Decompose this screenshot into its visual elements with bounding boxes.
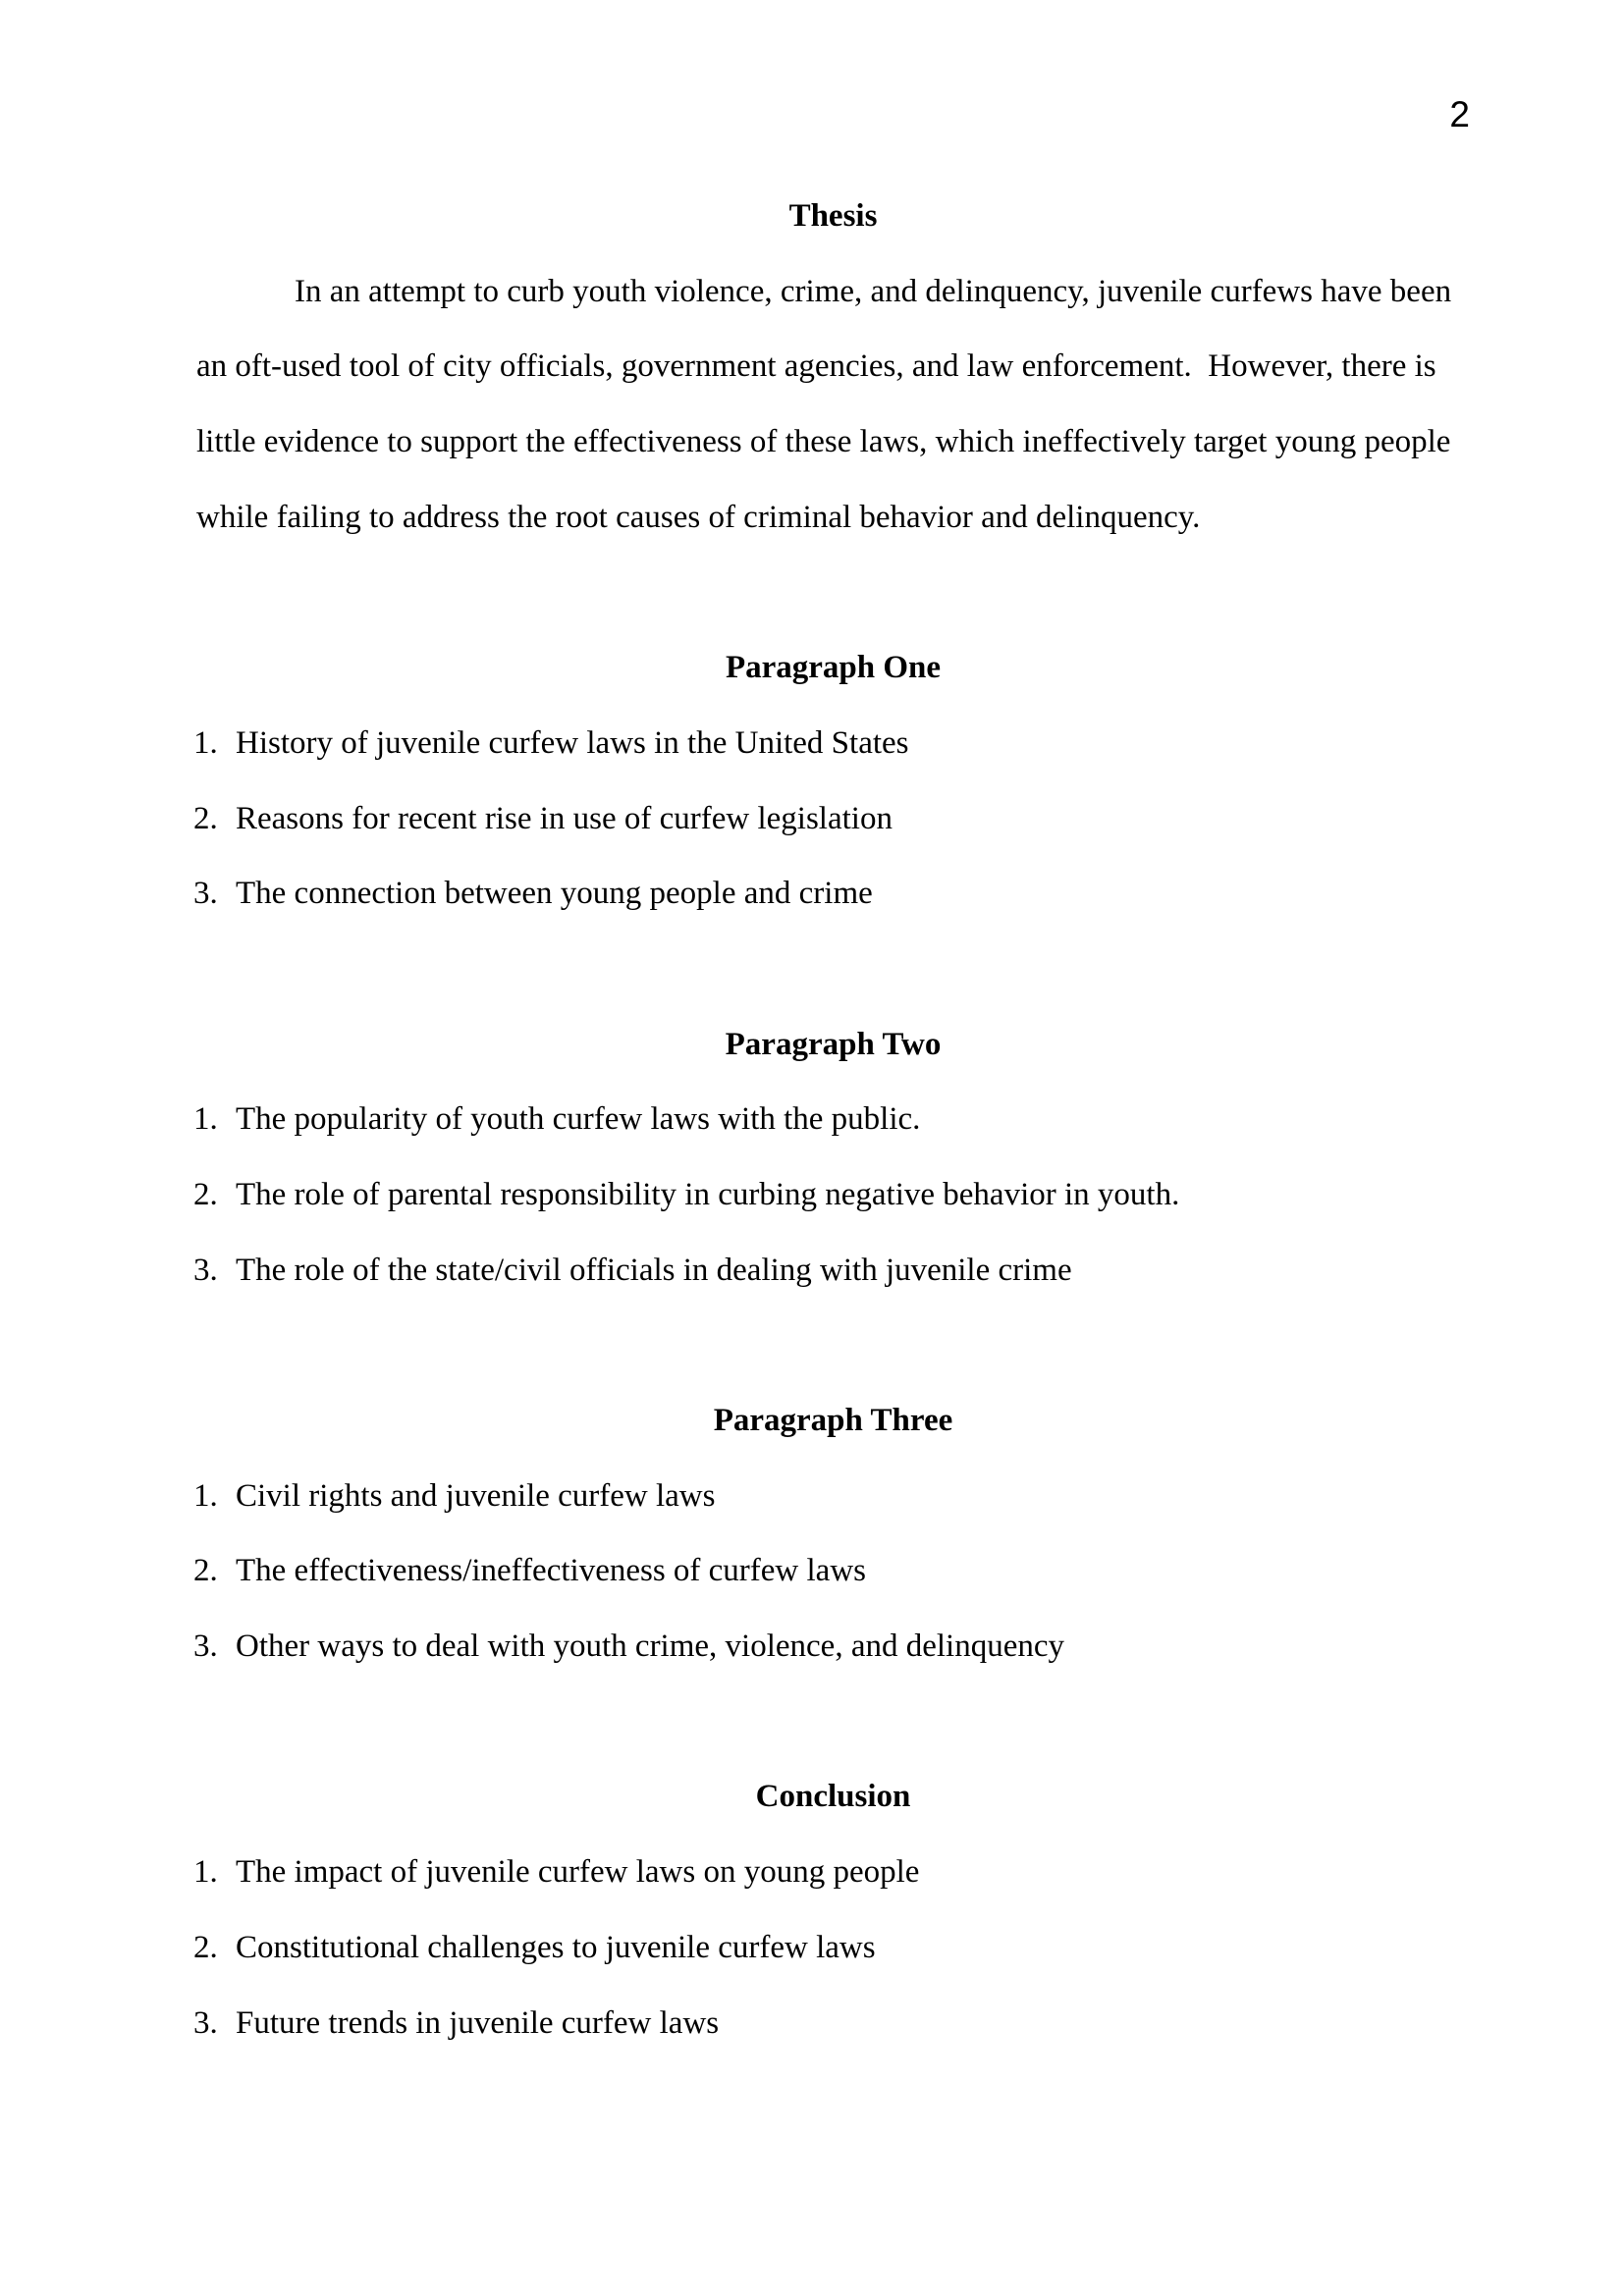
list-item-number: 3. — [193, 2004, 218, 2041]
list-item-text: The impact of juvenile curfew laws on young people — [236, 1854, 920, 1891]
list-item-text: The effectiveness/ineffectiveness of curfew laws — [236, 1553, 867, 1589]
list-item-number: 1. — [193, 724, 218, 761]
list-item-text: Constitutional challenges to juvenile curfew laws — [236, 1929, 876, 1965]
list-item — [193, 1986, 1470, 2061]
list-item-text: The popularity of youth curfew laws with the public. — [236, 1101, 921, 1138]
list-item — [193, 1233, 1470, 1308]
list-item-number: 3. — [193, 1629, 218, 1665]
list-item — [193, 1910, 1470, 1986]
list-item-text: The role of the state/civil officials in dealing with juvenile crime — [236, 1252, 1072, 1288]
list-item — [193, 781, 1470, 857]
thesis-paragraph-line: while failing to address the root causes of criminal behavior and delinquency. — [196, 499, 1201, 535]
list-item-text: Reasons for recent rise in use of curfew legislation — [236, 800, 893, 836]
list-item-number: 1. — [193, 1101, 218, 1138]
list-item-number: 2. — [193, 1929, 218, 1965]
section-heading-paragraph-one: Paragraph One — [725, 650, 942, 686]
list-item — [193, 1459, 1470, 1534]
list-item-text: Other ways to deal with youth crime, violence, and delinquency — [236, 1629, 1064, 1665]
list-item-number: 1. — [193, 1854, 218, 1891]
list-item-number: 2. — [193, 800, 218, 836]
list-item-number: 2. — [193, 1553, 218, 1589]
list-item-text: History of juvenile curfew laws in the United States — [236, 724, 909, 761]
list-item-text: Future trends in juvenile curfew laws — [236, 2004, 720, 2041]
list-item — [193, 1082, 1470, 1157]
list-item — [193, 1835, 1470, 1910]
list-item-text: Civil rights and juvenile curfew laws — [236, 1477, 716, 1514]
blank-line — [196, 1684, 1470, 1760]
list-item-number: 1. — [193, 1477, 218, 1514]
thesis-paragraph-line: little evidence to support the effectiveness of these laws, which ineffectively target young people — [196, 424, 1451, 460]
list-item — [193, 1533, 1470, 1609]
section-heading-paragraph-two: Paragraph Two — [725, 1026, 942, 1062]
list-item-text: The connection between young people and crime — [236, 876, 873, 912]
blank-line — [196, 932, 1470, 1007]
list-item-number: 2. — [193, 1176, 218, 1212]
list-item — [193, 706, 1470, 781]
thesis-paragraph-line: In an attempt to curb youth violence, crime, and delinquency, juvenile curfews have been — [295, 273, 1452, 309]
list-item — [193, 1157, 1470, 1233]
section-heading-conclusion: Conclusion — [755, 1779, 911, 1815]
list-item — [193, 856, 1470, 932]
list-item-number: 3. — [193, 876, 218, 912]
blank-line — [196, 555, 1470, 630]
list-item-number: 3. — [193, 1252, 218, 1288]
list-item-text: The role of parental responsibility in curbing negative behavior in youth. — [236, 1176, 1180, 1212]
document-content — [193, 179, 1470, 2060]
list-item — [193, 1609, 1470, 1684]
page-number: 2 — [1449, 94, 1470, 134]
section-heading-thesis: Thesis — [788, 198, 878, 234]
section-heading-paragraph-three: Paragraph Three — [713, 1403, 953, 1438]
blank-line — [196, 1308, 1470, 1383]
thesis-paragraph-line: an oft-used tool of city officials, government agencies, and law enforcement. However, there is — [196, 348, 1436, 385]
